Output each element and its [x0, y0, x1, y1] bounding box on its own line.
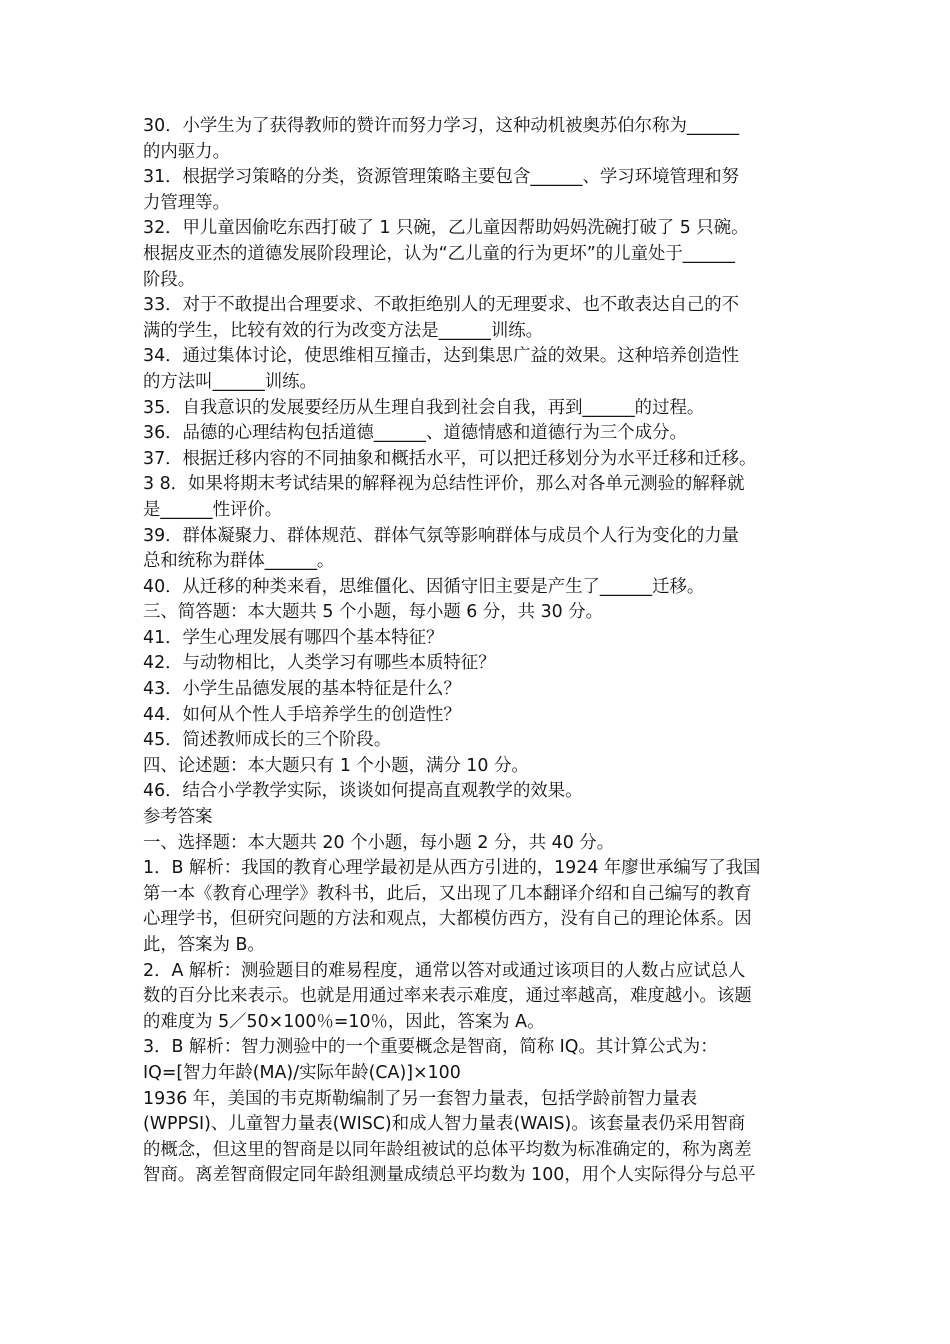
text-line: 3．B 解析：智力测验中的一个重要概念是智商，简称 IQ。其计算公式为： — [143, 1037, 718, 1058]
text-line: 39．群体凝聚力、群体规范、群体气氛等影响群体与成员个人行为变化的力量 — [143, 525, 740, 546]
text-line: 四、论述题：本大题只有 1 个小题，满分 10 分。 — [143, 755, 529, 776]
text-line: 阶段。 — [143, 269, 196, 290]
text-line: 根据皮亚杰的道德发展阶段理论，认为“乙儿童的行为更坏”的儿童处于______ — [143, 243, 735, 264]
text-line: 37．根据迁移内容的不同抽象和概括水平，可以把迁移划分为水平迁移和迁移。 — [143, 448, 757, 469]
text-line: 三、简答题：本大题共 5 个小题，每小题 6 分，共 30 分。 — [143, 602, 604, 623]
text-line: 参考答案 — [143, 807, 213, 828]
text-line: 1936 年，美国的韦克斯勒编制了另一套智力量表，包括学龄前智力量表 — [143, 1088, 698, 1109]
text-line: 的概念，但这里的智商是以同年龄组被试的总体平均数为标准确定的，称为离差 — [143, 1139, 752, 1160]
text-line: 的难度为 5／50×100％=10％，因此，答案为 A。 — [143, 1011, 545, 1032]
text-line: 32．甲儿童因偷吃东西打破了 1 只碗，乙儿童因帮助妈妈洗碗打破了 5 只碗。 — [143, 218, 749, 239]
text-line: 心理学书，但研究问题的方法和观点，大都模仿西方，没有自己的理论体系。因 — [143, 909, 752, 930]
text-line: 满的学生，比较有效的行为改变方法是______训练。 — [143, 320, 543, 341]
text-line: 46．结合小学教学实际，谈谈如何提高直观教学的效果。 — [143, 781, 583, 802]
text-line: 的内驱力。 — [143, 141, 230, 162]
text-line: 40．从迁移的种类来看，思维僵化、因循守旧主要是产生了______迁移。 — [143, 576, 705, 597]
document-page — [143, 114, 818, 1189]
text-line: 3 8．如果将期末考试结果的解释视为总结性评价，那么对各单元测验的解释就 — [143, 474, 745, 495]
text-line: 是______性评价。 — [143, 499, 283, 520]
text-line: 43．小学生品德发展的基本特征是什么？ — [143, 679, 461, 700]
text-line: 44．如何从个性人手培养学生的创造性？ — [143, 704, 461, 725]
text-line: 总和统称为群体______。 — [143, 551, 335, 572]
text-line: 的方法叫______训练。 — [143, 371, 317, 392]
text-line: 34．通过集体讨论，使思维相互撞击，达到集思广益的效果。这种培养创造性 — [143, 346, 740, 367]
text-line: 45．简述教师成长的三个阶段。 — [143, 730, 392, 751]
text-line: 一、选择题：本大题共 20 个小题，每小题 2 分，共 40 分。 — [143, 832, 615, 853]
text-line: (WPPSI)、儿童智力量表(WISC)和成人智力量表(WAIS)。该套量表仍采用智商 — [143, 1114, 746, 1135]
text-line: 1．B 解析：我国的教育心理学最初是从西方引进的，1924 年廖世承编写了我国 — [143, 858, 761, 879]
text-line: 第一本《教育心理学》教科书，此后，又出现了几本翻译介绍和自己编写的教育 — [143, 883, 752, 904]
text-line: 力管理等。 — [143, 192, 230, 213]
text-line: 36．品德的心理结构包括道德______、道德情感和道德行为三个成分。 — [143, 423, 687, 444]
text-line: 42．与动物相比，人类学习有哪些本质特征？ — [143, 653, 496, 674]
text-line: IQ=[智力年龄(MA)/实际年龄(CA)]×100 — [143, 1062, 461, 1083]
text-line: 33．对于不敢提出合理要求、不敢拒绝别人的无理要求、也不敢表达自己的不 — [143, 295, 740, 316]
text-line: 数的百分比来表示。也就是用通过率来表示难度，通过率越高，难度越小。该题 — [143, 986, 752, 1007]
text-line: 30．小学生为了获得教师的赞许而努力学习，这种动机被奥苏伯尔称为______ — [143, 116, 740, 136]
text-line: 35．自我意识的发展要经历从生理自我到社会自我，再到______的过程。 — [143, 397, 705, 418]
text-line: 智商。离差智商假定同年龄组测量成绩总平均数为 100，用个人实际得分与总平 — [143, 1165, 756, 1186]
text-line: 2．A 解析：测验题目的难易程度，通常以答对或通过该项目的人数占应试总人 — [143, 960, 746, 981]
text-line: 此，答案为 B。 — [143, 935, 265, 955]
text-line: 31．根据学习策略的分类，资源管理策略主要包含______、学习环境管理和努 — [143, 167, 740, 188]
text-line: 41．学生心理发展有哪四个基本特征？ — [143, 627, 444, 648]
